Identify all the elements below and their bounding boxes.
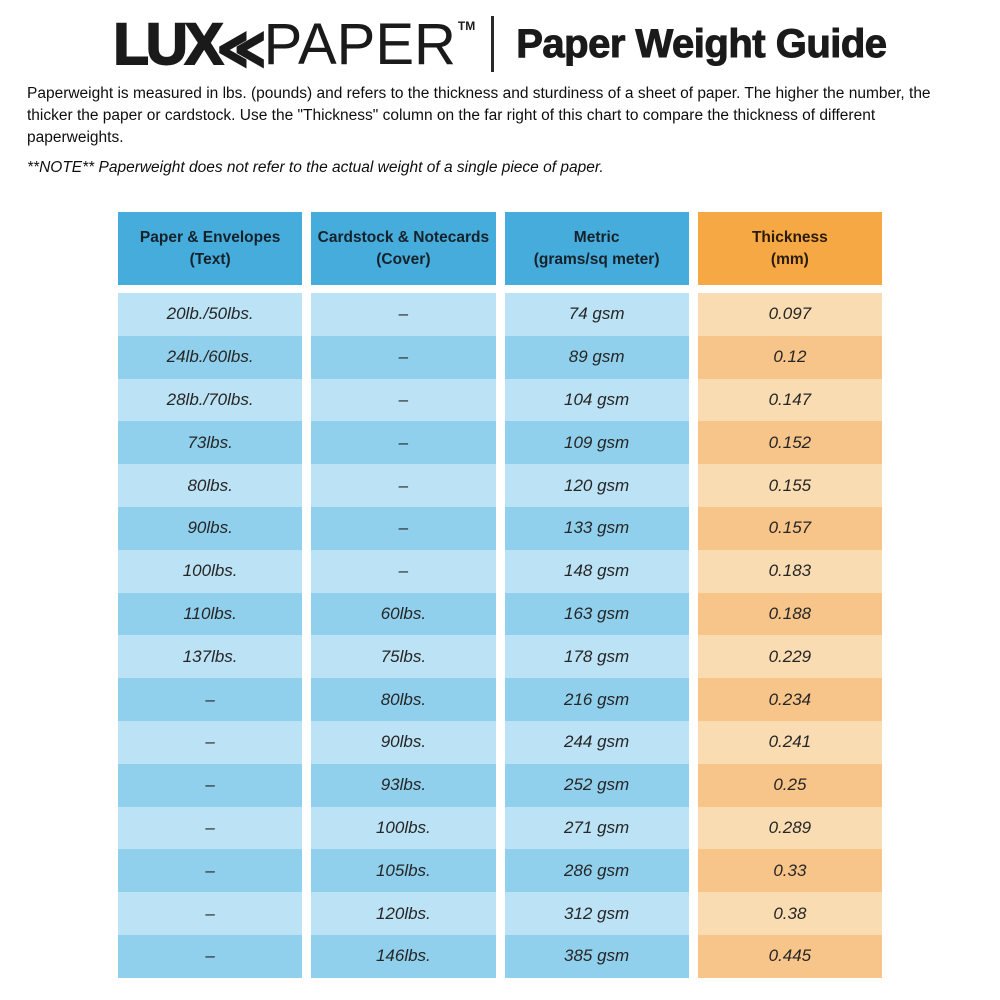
paper-envelopes-cell: 28lb./70lbs. xyxy=(118,379,302,422)
lux-paper-logo xyxy=(113,11,475,78)
table-row xyxy=(118,635,882,678)
column-header-line2: (Cover) xyxy=(376,250,431,268)
metric-cell: 178 gsm xyxy=(505,635,689,678)
table-row xyxy=(118,293,882,336)
brand-header xyxy=(0,0,1000,79)
table-row xyxy=(118,507,882,550)
table-row xyxy=(118,807,882,850)
metric-cell: 286 gsm xyxy=(505,849,689,892)
metric-cell: 216 gsm xyxy=(505,678,689,721)
thickness-cell: 0.38 xyxy=(698,892,882,935)
thickness-cell: 0.183 xyxy=(698,550,882,593)
table-row xyxy=(118,379,882,422)
cardstock-notecards-cell: 120lbs. xyxy=(311,892,495,935)
cardstock-notecards-cell: 80lbs. xyxy=(311,678,495,721)
table-row xyxy=(118,464,882,507)
metric-cell: 109 gsm xyxy=(505,421,689,464)
table-header-row xyxy=(118,212,882,285)
trademark-symbol: TM xyxy=(457,18,476,33)
metric-cell: 252 gsm xyxy=(505,764,689,807)
metric-cell: 244 gsm xyxy=(505,721,689,764)
cardstock-notecards-cell: 60lbs. xyxy=(311,593,495,636)
cardstock-notecards-cell: 105lbs. xyxy=(311,849,495,892)
cardstock-notecards-cell: – xyxy=(311,421,495,464)
cardstock-notecards-cell: 93lbs. xyxy=(311,764,495,807)
paper-envelopes-cell: 20lb./50lbs. xyxy=(118,293,302,336)
metric-cell: 74 gsm xyxy=(505,293,689,336)
metric-cell: 104 gsm xyxy=(505,379,689,422)
thickness-cell: 0.25 xyxy=(698,764,882,807)
note-text: **NOTE** Paperweight does not refer to the actual weight of a single piece of paper. xyxy=(27,159,604,176)
metric-cell: 271 gsm xyxy=(505,807,689,850)
thickness-cell: 0.155 xyxy=(698,464,882,507)
cardstock-notecards-cell: – xyxy=(311,507,495,550)
paper-envelopes-cell: 73lbs. xyxy=(118,421,302,464)
paper-envelopes-cell: 100lbs. xyxy=(118,550,302,593)
thickness-cell: 0.445 xyxy=(698,935,882,978)
thickness-cell: 0.241 xyxy=(698,721,882,764)
metric-cell: 148 gsm xyxy=(505,550,689,593)
column-header-line1: Cardstock & Notecards xyxy=(317,228,490,246)
thickness-cell: 0.234 xyxy=(698,678,882,721)
page-title: Paper Weight Guide xyxy=(516,21,887,66)
paper-envelopes-cell: – xyxy=(118,807,302,850)
table-row xyxy=(118,550,882,593)
metric-cell: 120 gsm xyxy=(505,464,689,507)
table-row xyxy=(118,849,882,892)
column-header-cardstock-notecards xyxy=(311,212,495,285)
paper-envelopes-cell: 80lbs. xyxy=(118,464,302,507)
table-row xyxy=(118,721,882,764)
cardstock-notecards-cell: – xyxy=(311,379,495,422)
cardstock-notecards-cell: – xyxy=(311,293,495,336)
paper-envelopes-cell: – xyxy=(118,892,302,935)
column-header-metric xyxy=(505,212,689,285)
table-body xyxy=(118,293,882,978)
metric-cell: 163 gsm xyxy=(505,593,689,636)
intro-paragraph: Paperweight is measured in lbs. (pounds) and refers to the thickness and sturdiness of a sheet of paper. The higher the number, the thicker the paper or cardstock. Use the "Thickness" column on the far right of this chart to compare the thickness of different paperweights. xyxy=(27,85,931,146)
metric-cell: 133 gsm xyxy=(505,507,689,550)
logo-title-divider xyxy=(491,16,494,72)
table-row xyxy=(118,764,882,807)
double-chevron-icon: ≪ xyxy=(217,16,266,79)
cardstock-notecards-cell: 90lbs. xyxy=(311,721,495,764)
column-header-line1: Thickness xyxy=(751,228,828,246)
cardstock-notecards-cell: 146lbs. xyxy=(311,935,495,978)
column-header-line1: Paper & Envelopes xyxy=(139,228,281,246)
logo-paper-wordmark: PAPER xyxy=(263,11,456,77)
metric-cell: 89 gsm xyxy=(505,336,689,379)
column-header-line2: (mm) xyxy=(770,250,809,268)
metric-cell: 385 gsm xyxy=(505,935,689,978)
column-header-paper-envelopes xyxy=(118,212,302,285)
paper-envelopes-cell: – xyxy=(118,678,302,721)
table-row xyxy=(118,593,882,636)
thickness-cell: 0.097 xyxy=(698,293,882,336)
thickness-cell: 0.188 xyxy=(698,593,882,636)
cardstock-notecards-cell: – xyxy=(311,550,495,593)
table-row xyxy=(118,421,882,464)
paper-envelopes-cell: – xyxy=(118,849,302,892)
column-header-line1: Metric xyxy=(573,228,620,246)
column-header-line2: (grams/sq meter) xyxy=(533,250,660,268)
cardstock-notecards-cell: – xyxy=(311,464,495,507)
paper-envelopes-cell: – xyxy=(118,721,302,764)
paper-envelopes-cell: 137lbs. xyxy=(118,635,302,678)
paper-envelopes-cell: 110lbs. xyxy=(118,593,302,636)
paper-weight-table xyxy=(118,212,882,978)
paper-envelopes-cell: 90lbs. xyxy=(118,507,302,550)
paper-envelopes-cell: – xyxy=(118,935,302,978)
column-header-line2: (Text) xyxy=(189,250,231,268)
table-row xyxy=(118,892,882,935)
thickness-cell: 0.289 xyxy=(698,807,882,850)
thickness-cell: 0.12 xyxy=(698,336,882,379)
table-row xyxy=(118,678,882,721)
cardstock-notecards-cell: 100lbs. xyxy=(311,807,495,850)
cardstock-notecards-cell: 75lbs. xyxy=(311,635,495,678)
table-row xyxy=(118,935,882,978)
table-row xyxy=(118,336,882,379)
paper-envelopes-cell: 24lb./60lbs. xyxy=(118,336,302,379)
column-header-thickness xyxy=(698,212,882,285)
thickness-cell: 0.33 xyxy=(698,849,882,892)
cardstock-notecards-cell: – xyxy=(311,336,495,379)
metric-cell: 312 gsm xyxy=(505,892,689,935)
thickness-cell: 0.152 xyxy=(698,421,882,464)
logo-lux-wordmark: LUX xyxy=(113,11,221,77)
thickness-cell: 0.147 xyxy=(698,379,882,422)
paper-envelopes-cell: – xyxy=(118,764,302,807)
thickness-cell: 0.229 xyxy=(698,635,882,678)
thickness-cell: 0.157 xyxy=(698,507,882,550)
